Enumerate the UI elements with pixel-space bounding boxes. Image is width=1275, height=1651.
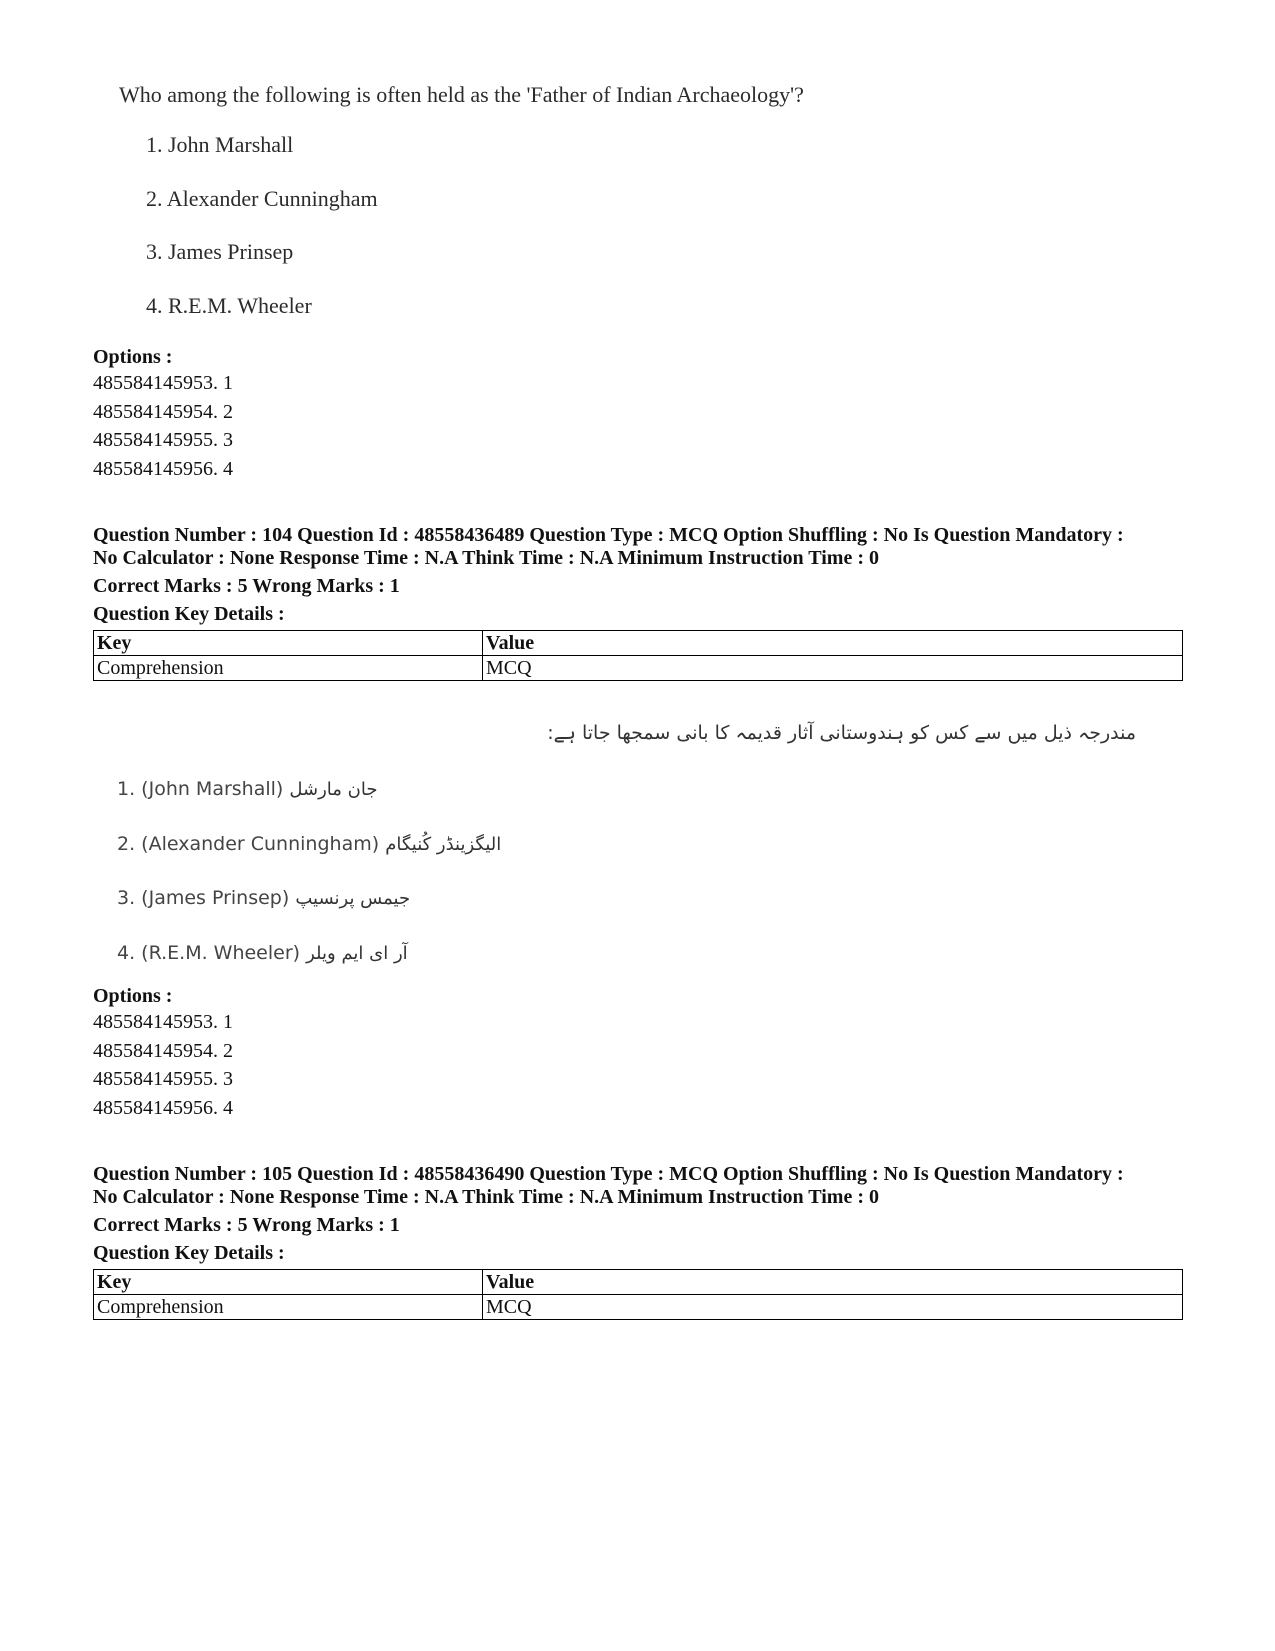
question-meta-line1: Question Number : 104 Question Id : 48558436489 Question Type : MCQ Option Shuffling : No Is Question Mandatory :	[93, 524, 1124, 546]
table-cell-value: MCQ	[483, 656, 1183, 681]
option-id: 485584145954. 2	[93, 400, 233, 423]
question-option-list	[146, 134, 378, 348]
option-id: 485584145955. 3	[93, 1068, 233, 1090]
table-row	[94, 656, 1183, 681]
urdu-option-english: (R.E.M. Wheeler)	[141, 941, 301, 964]
question-key-table	[93, 1269, 1183, 1320]
question-key-table	[93, 630, 1183, 681]
question-option: 2. Alexander Cunningham	[146, 185, 378, 211]
urdu-option-urdu: جان مارشل	[289, 779, 378, 800]
urdu-option-list	[117, 778, 501, 996]
urdu-option-number: 3.	[117, 887, 142, 909]
urdu-option-urdu: جیمس پرنسیپ	[295, 888, 411, 909]
urdu-option-urdu: آر ای ایم ویلر	[306, 942, 408, 964]
urdu-option	[117, 887, 501, 942]
options-label: Options :	[93, 985, 173, 1007]
option-id-list	[93, 1008, 233, 1122]
urdu-option	[117, 833, 501, 888]
table-row	[94, 1295, 1183, 1320]
option-id: 485584145953. 1	[93, 1011, 233, 1033]
table-cell-key: Comprehension	[94, 1295, 483, 1320]
question-marks: Correct Marks : 5 Wrong Marks : 1	[93, 1214, 400, 1236]
question-marks: Correct Marks : 5 Wrong Marks : 1	[93, 575, 400, 597]
urdu-option	[117, 778, 501, 833]
option-id: 485584145953. 1	[93, 372, 233, 394]
option-id: 485584145956. 4	[93, 457, 233, 480]
question-text: Who among the following is often held as the 'Father of Indian Archaeology'?	[119, 82, 804, 107]
question-meta-line2: No Calculator : None Response Time : N.A Think Time : N.A Minimum Instruction Time : 0	[93, 547, 879, 569]
question-key-details-label: Question Key Details :	[93, 1242, 285, 1264]
option-id: 485584145954. 2	[93, 1039, 233, 1062]
table-cell-key: Comprehension	[94, 656, 483, 681]
urdu-option-number: 4.	[117, 941, 142, 964]
urdu-question-text: مندرجہ ذیل میں سے کس کو ہندوستانی آثار قدیمہ کا بانی سمجھا جاتا ہے:	[547, 722, 1136, 744]
question-meta-line1: Question Number : 105 Question Id : 48558436490 Question Type : MCQ Option Shuffling : No Is Question Mandatory :	[93, 1163, 1124, 1185]
table-cell-value: MCQ	[483, 1295, 1183, 1320]
urdu-option-english: (James Prinsep)	[141, 887, 290, 909]
table-header-value: Value	[483, 1270, 1183, 1295]
table-header-value: Value	[483, 631, 1183, 656]
urdu-option-english: (John Marshall)	[141, 778, 284, 800]
table-header-row	[94, 1270, 1183, 1295]
table-header-row	[94, 631, 1183, 656]
urdu-option-urdu: الیگزینڈر کُنیگام	[385, 833, 502, 855]
option-id-list	[93, 369, 233, 483]
urdu-option-number: 1.	[117, 778, 142, 800]
options-label: Options :	[93, 346, 173, 368]
table-header-key: Key	[94, 1270, 483, 1295]
question-key-details-label: Question Key Details :	[93, 603, 285, 625]
question-option: 1. John Marshall	[146, 132, 294, 157]
urdu-option	[117, 942, 501, 997]
urdu-option-english: (Alexander Cunningham)	[141, 832, 380, 855]
option-id: 485584145956. 4	[93, 1096, 233, 1119]
question-option: 4. R.E.M. Wheeler	[146, 292, 312, 318]
option-id: 485584145955. 3	[93, 429, 233, 451]
table-header-key: Key	[94, 631, 483, 656]
question-meta-line2: No Calculator : None Response Time : N.A Think Time : N.A Minimum Instruction Time : 0	[93, 1186, 879, 1208]
urdu-option-number: 2.	[117, 832, 142, 855]
question-option: 3. James Prinsep	[146, 239, 294, 264]
